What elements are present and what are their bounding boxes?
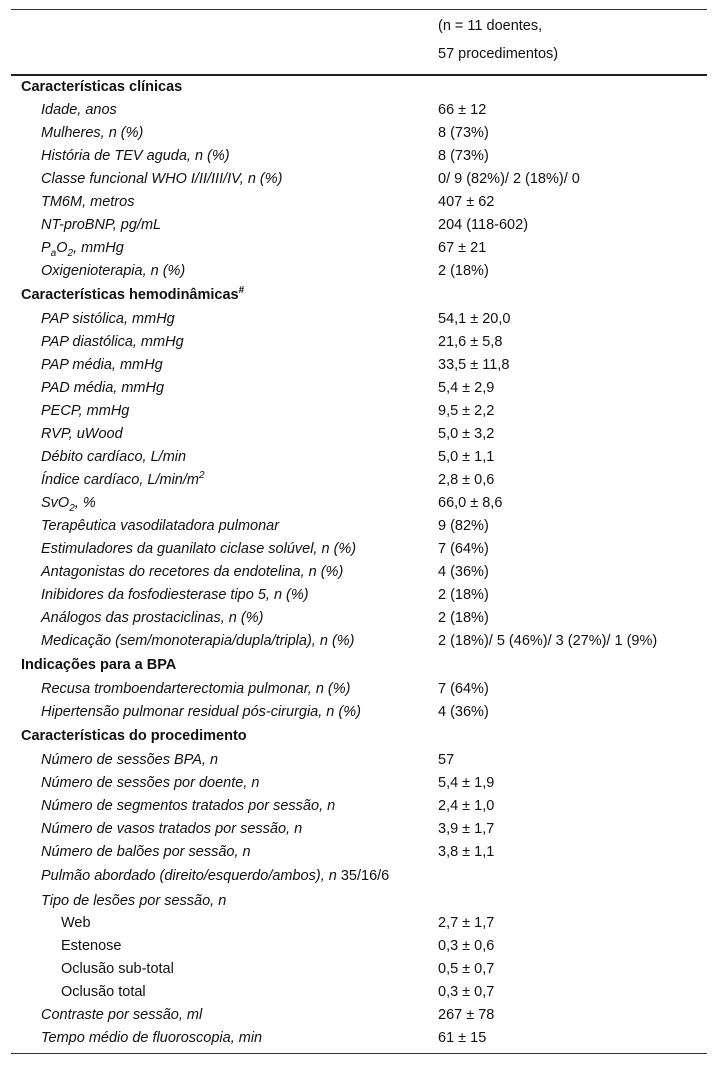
row-value: 35/16/6 bbox=[340, 868, 390, 884]
row-value: 8 (73%) bbox=[438, 148, 489, 164]
row-value: 2,8 ± 0,6 bbox=[438, 472, 495, 488]
row-label: Mulheres, n (%) bbox=[41, 125, 144, 141]
table-row bbox=[11, 331, 707, 354]
row-value: 4 (36%) bbox=[438, 564, 489, 580]
row-value: 8 (73%) bbox=[438, 125, 489, 141]
table-row bbox=[11, 400, 707, 423]
row-value: 5,0 ± 1,1 bbox=[438, 449, 495, 465]
table-row bbox=[11, 492, 707, 515]
table-row bbox=[11, 308, 707, 331]
row-label: Oclusão total bbox=[61, 984, 146, 1000]
table-row bbox=[11, 795, 707, 818]
table-row bbox=[11, 191, 707, 214]
row-label: PAP sistólica, mmHg bbox=[41, 311, 175, 327]
table-row bbox=[11, 772, 707, 795]
row-value: 204 (118-602) bbox=[438, 217, 529, 233]
table-header-cell bbox=[438, 9, 558, 68]
table-row bbox=[11, 538, 707, 561]
row-value: 33,5 ± 11,8 bbox=[438, 357, 510, 373]
table-row bbox=[11, 214, 707, 237]
row-label: PAD média, mmHg bbox=[41, 380, 165, 396]
row-label: Índice cardíaco, $L/\min/m^2$ bbox=[41, 470, 205, 488]
header-line-2: 57 procedimentos) bbox=[438, 46, 559, 62]
table-row bbox=[11, 561, 707, 584]
table-row bbox=[11, 469, 707, 492]
table-row bbox=[11, 168, 707, 191]
table-row bbox=[11, 630, 707, 653]
row-value: 2 (18%) bbox=[438, 610, 489, 626]
row-value: 9 (82%) bbox=[438, 518, 489, 534]
row-value: 57 bbox=[438, 752, 455, 768]
table-row bbox=[11, 1004, 707, 1027]
row-value: 67 ± 21 bbox=[438, 240, 487, 256]
row-value: 9,5 ± 2,2 bbox=[438, 403, 495, 419]
row-label: SvO$_2$, % bbox=[41, 495, 96, 514]
table-row bbox=[11, 99, 707, 122]
row-value: 5,4 ± 1,9 bbox=[438, 775, 495, 791]
row-value: 2 (18%) bbox=[438, 263, 489, 279]
row-value: 21,6 ± 5,8 bbox=[438, 334, 503, 350]
row-value: 5,0 ± 3,2 bbox=[438, 426, 495, 442]
row-label: Classe funcional WHO I/II/III/IV, n (%) bbox=[41, 171, 283, 187]
row-value: 61 ± 15 bbox=[438, 1030, 487, 1046]
row-value: 3,9 ± 1,7 bbox=[438, 821, 495, 837]
row-value: 0,5 ± 0,7 bbox=[438, 961, 495, 977]
table-row bbox=[11, 818, 707, 841]
row-value: 3,8 ± 1,1 bbox=[438, 844, 495, 860]
table-row bbox=[11, 1027, 707, 1050]
section-header-row bbox=[11, 654, 707, 677]
row-value: 267 ± 78 bbox=[438, 1007, 495, 1023]
header-line-1: (n = 11 doentes, bbox=[438, 18, 543, 34]
row-label: Web bbox=[61, 915, 91, 931]
table-row bbox=[11, 607, 707, 630]
row-value: 7 (64%) bbox=[438, 681, 489, 697]
row-value: 2 (18%)/ 5 (46%)/ 3 (27%)/ 1 (9%) bbox=[438, 633, 658, 649]
row-label: História de TEV aguda, n (%) bbox=[41, 148, 230, 164]
row-value: 407 ± 62 bbox=[438, 194, 495, 210]
row-label: TM6M, metros bbox=[41, 194, 135, 210]
row-value: 66 ± 12 bbox=[438, 102, 487, 118]
row-value: 66,0 ± 8,6 bbox=[438, 495, 503, 511]
row-label: Medicação (sem/monoterapia/dupla/tripla), n (%) bbox=[41, 633, 355, 649]
row-label: RVP, uWood bbox=[41, 426, 123, 442]
table-row bbox=[11, 145, 707, 168]
row-label: Número de vasos tratados por sessão, n bbox=[41, 821, 303, 837]
row-label: Estimuladores da guanilato ciclase solúvel, n (%) bbox=[41, 541, 357, 557]
table-row bbox=[11, 423, 707, 446]
row-value: 5,4 ± 2,9 bbox=[438, 380, 495, 396]
table-bottom-rule bbox=[11, 1053, 707, 1054]
table-row bbox=[11, 912, 707, 935]
row-label: Tipo de lesões por sessão, n bbox=[41, 893, 227, 909]
row-label: Número de segmentos tratados por sessão, n bbox=[41, 798, 336, 814]
table-row bbox=[11, 237, 707, 260]
row-label: Pulmão abordado (direito/esquerdo/ambos), n 35/16/6 bbox=[41, 868, 390, 884]
table-row bbox=[11, 122, 707, 145]
row-label: Idade, anos bbox=[41, 102, 117, 118]
table-row bbox=[11, 958, 707, 981]
table-row bbox=[11, 865, 707, 888]
table-row bbox=[11, 584, 707, 607]
row-label: $P_aO_2$, mmHg bbox=[41, 240, 124, 259]
table-row bbox=[11, 981, 707, 1004]
row-value: 0/ 9 (82%)/ 2 (18%)/ 0 bbox=[438, 171, 580, 187]
table-row bbox=[11, 935, 707, 958]
row-label: Contraste por sessão, ml bbox=[41, 1007, 203, 1023]
row-value: 0,3 ± 0,7 bbox=[438, 984, 495, 1000]
row-label: Características do procedimento bbox=[21, 728, 247, 744]
row-label: PAP média, mmHg bbox=[41, 357, 163, 373]
row-label: Débito cardíaco, L/min bbox=[41, 449, 187, 465]
row-label: Estenose bbox=[61, 938, 122, 954]
table-row bbox=[11, 890, 707, 913]
row-value: 0,3 ± 0,6 bbox=[438, 938, 495, 954]
row-label: Recusa tromboendarterectomia pulmonar, n (%) bbox=[41, 681, 351, 697]
row-value: 2,7 ± 1,7 bbox=[438, 915, 495, 931]
row-value: 2,4 ± 1,0 bbox=[438, 798, 495, 814]
row-value: 2 (18%) bbox=[438, 587, 489, 603]
table-row bbox=[11, 841, 707, 864]
row-label: Inibidores da fosfodiesterase tipo 5, n (%) bbox=[41, 587, 309, 603]
table-row bbox=[11, 377, 707, 400]
table-row bbox=[11, 446, 707, 469]
row-label: Tempo médio de fluoroscopia, min bbox=[41, 1030, 263, 1046]
section-header-row bbox=[11, 284, 707, 307]
row-label: Número de sessões BPA, n bbox=[41, 752, 219, 768]
table-row bbox=[11, 354, 707, 377]
row-label: Oxigenioterapia, n (%) bbox=[41, 263, 186, 279]
row-label: Características clínicas bbox=[21, 79, 183, 95]
table-row bbox=[11, 515, 707, 538]
section-header-row bbox=[11, 725, 707, 748]
row-label: Terapêutica vasodilatadora pulmonar bbox=[41, 518, 280, 534]
row-label: Características hemodinâmicas# bbox=[21, 285, 245, 303]
table-top-rule bbox=[11, 9, 707, 10]
row-label: PECP, mmHg bbox=[41, 403, 130, 419]
row-value: 7 (64%) bbox=[438, 541, 489, 557]
table-row bbox=[11, 678, 707, 701]
section-header-row bbox=[11, 76, 707, 99]
row-label: NT-proBNP, pg/mL bbox=[41, 217, 162, 233]
row-label: Indicações para a BPA bbox=[21, 657, 177, 673]
row-label: Oclusão sub-total bbox=[61, 961, 174, 977]
row-label: Número de balões por sessão, n bbox=[41, 844, 251, 860]
row-label: Número de sessões por doente, n bbox=[41, 775, 260, 791]
table-row bbox=[11, 749, 707, 772]
row-value: 54,1 ± 20,0 bbox=[438, 311, 511, 327]
row-label: Antagonistas do recetores da endotelina, n (%) bbox=[41, 564, 344, 580]
table-row bbox=[11, 260, 707, 283]
row-label: Análogos das prostaciclinas, n (%) bbox=[41, 610, 264, 626]
row-label: Hipertensão pulmonar residual pós-cirurgia, n (%) bbox=[41, 704, 361, 720]
row-label: PAP diastólica, mmHg bbox=[41, 334, 184, 350]
table-row bbox=[11, 701, 707, 724]
row-value: 4 (36%) bbox=[438, 704, 489, 720]
